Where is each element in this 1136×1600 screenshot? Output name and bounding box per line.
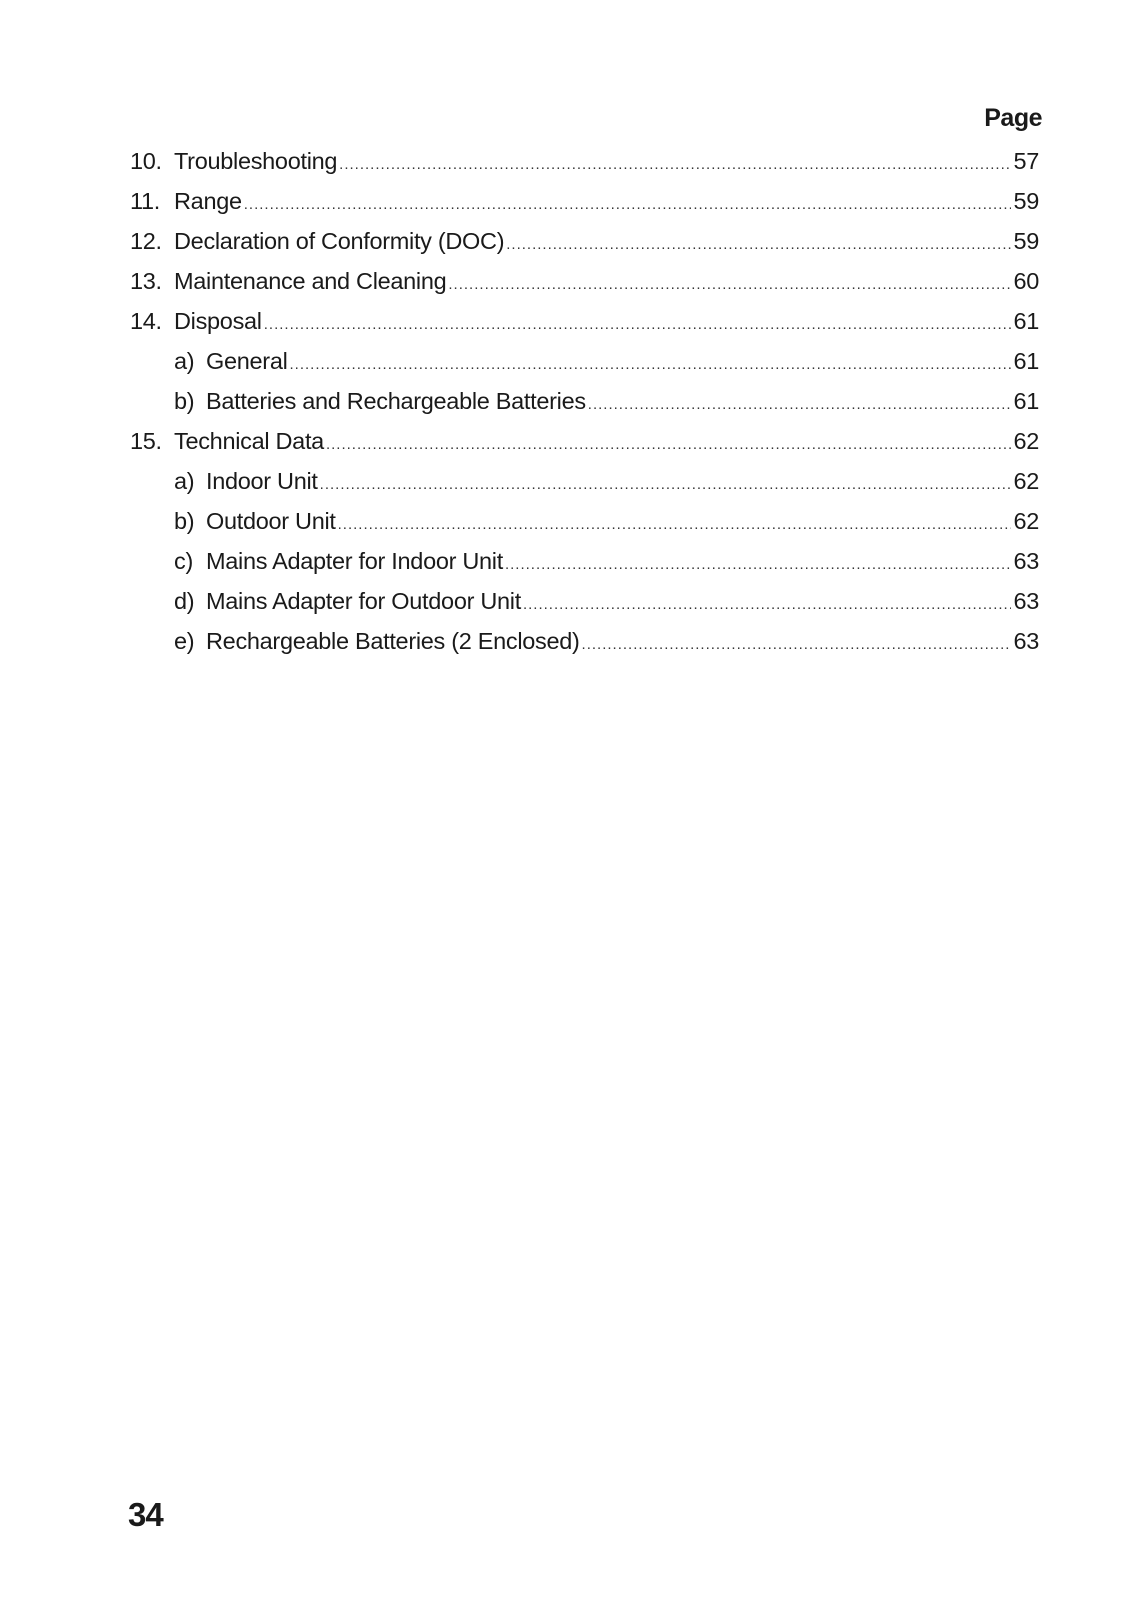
toc-entry-number: b): [174, 388, 195, 414]
toc-entry-number: e): [174, 628, 195, 654]
page-column-header: Page: [984, 104, 1042, 132]
toc-subentry-general[interactable]: [130, 348, 1039, 388]
toc-subentry-outdoor-unit[interactable]: [130, 508, 1039, 548]
toc-entry-number: b): [174, 508, 195, 534]
dot-leader: [290, 356, 1012, 373]
toc-entry-page: 63: [1013, 628, 1039, 654]
toc-entry-declaration-of-conformity[interactable]: [130, 228, 1039, 268]
toc-entry-title: Disposal: [174, 308, 262, 334]
dot-leader: [264, 316, 1012, 333]
toc-entry-page: 59: [1013, 188, 1039, 214]
toc-entry-number: 15.: [130, 428, 162, 454]
toc-entry-number: 14.: [130, 308, 162, 334]
toc-entry-technical-data[interactable]: [130, 428, 1039, 468]
toc-entry-title: Maintenance and Cleaning: [174, 268, 447, 294]
toc-entry-page: 61: [1013, 388, 1039, 414]
toc-entry-range[interactable]: [130, 188, 1039, 228]
toc-entry-page: 59: [1013, 228, 1039, 254]
toc-entry-page: 61: [1013, 348, 1039, 374]
toc-subentry-rechargeable-batteries[interactable]: [130, 628, 1039, 668]
table-of-contents: [130, 148, 1039, 668]
toc-entry-page: 63: [1013, 588, 1039, 614]
dot-leader: [506, 236, 1011, 253]
page-number: 34: [128, 1496, 163, 1533]
toc-entry-title: Mains Adapter for Outdoor Unit: [206, 588, 521, 614]
toc-entry-number: 11.: [130, 188, 161, 214]
toc-entry-title: General: [206, 348, 288, 374]
toc-entry-page: 62: [1013, 428, 1039, 454]
toc-entry-title: Range: [174, 188, 242, 214]
toc-entry-page: 63: [1013, 548, 1039, 574]
dot-leader: [244, 196, 1012, 213]
toc-entry-number: 10.: [130, 148, 162, 174]
dot-leader: [582, 636, 1012, 653]
toc-entry-number: d): [174, 588, 195, 614]
dot-leader: [320, 476, 1012, 493]
toc-entry-page: 61: [1013, 308, 1039, 334]
dot-leader: [339, 156, 1011, 173]
toc-entry-title: Troubleshooting: [174, 148, 338, 174]
dot-leader: [505, 556, 1011, 573]
toc-subentry-mains-adapter-outdoor[interactable]: [130, 588, 1039, 628]
toc-entry-number: 12.: [130, 228, 162, 254]
dot-leader: [338, 516, 1012, 533]
toc-entry-page: 57: [1013, 148, 1039, 174]
dot-leader: [523, 596, 1012, 613]
toc-entry-maintenance-and-cleaning[interactable]: [130, 268, 1039, 308]
toc-entry-title: Outdoor Unit: [206, 508, 336, 534]
dot-leader: [448, 276, 1011, 293]
toc-entry-title: Technical Data: [174, 428, 324, 454]
dot-leader: [588, 396, 1012, 413]
toc-subentry-mains-adapter-indoor[interactable]: [130, 548, 1039, 588]
toc-entry-title: Mains Adapter for Indoor Unit: [206, 548, 503, 574]
toc-entry-title: Rechargeable Batteries (2 Enclosed): [206, 628, 580, 654]
toc-subentry-indoor-unit[interactable]: [130, 468, 1039, 508]
toc-entry-troubleshooting[interactable]: [130, 148, 1039, 188]
toc-subentry-batteries[interactable]: [130, 388, 1039, 428]
toc-entry-title: Indoor Unit: [206, 468, 318, 494]
toc-entry-number: c): [174, 548, 193, 574]
toc-entry-title: Batteries and Rechargeable Batteries: [206, 388, 586, 414]
toc-entry-title: Declaration of Conformity (DOC): [174, 228, 505, 254]
toc-entry-number: a): [174, 348, 195, 374]
toc-entry-page: 62: [1013, 508, 1039, 534]
toc-entry-page: 60: [1013, 268, 1039, 294]
toc-entry-number: 13.: [130, 268, 162, 294]
toc-entry-disposal[interactable]: [130, 308, 1039, 348]
toc-entry-number: a): [174, 468, 195, 494]
dot-leader: [326, 436, 1012, 453]
toc-entry-page: 62: [1013, 468, 1039, 494]
